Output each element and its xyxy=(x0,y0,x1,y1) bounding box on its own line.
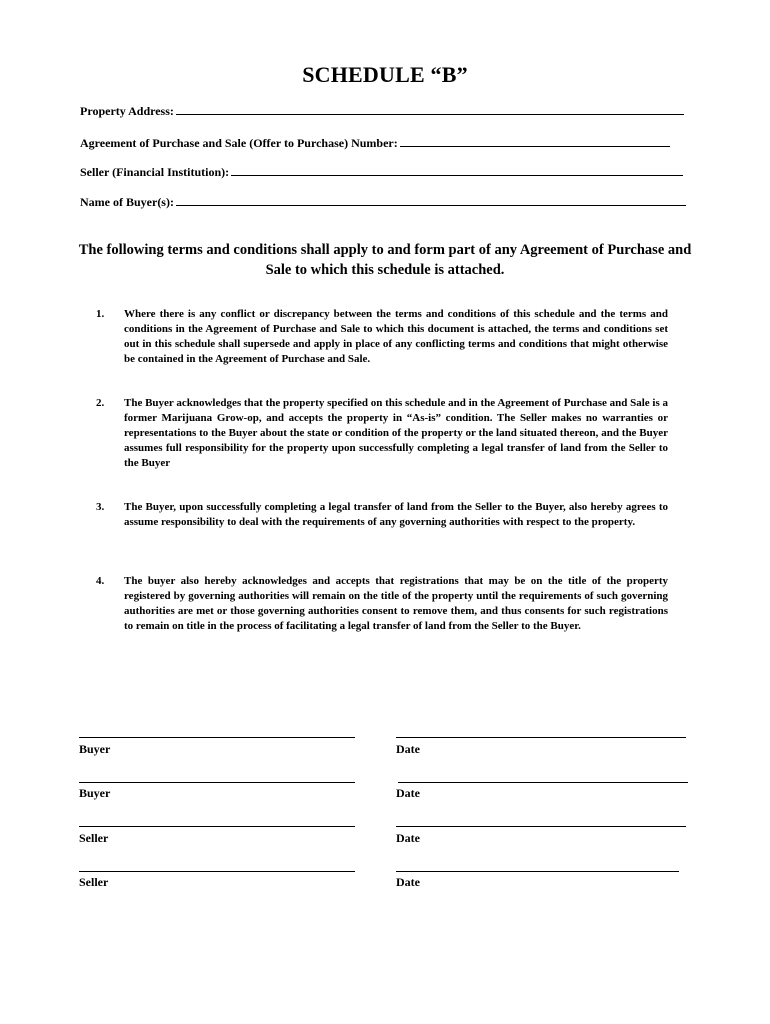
buyer-names-label: Name of Buyer(s): xyxy=(80,195,174,209)
seller-date-label: Date xyxy=(396,875,420,889)
buyer-names-input-line[interactable] xyxy=(176,195,686,206)
clause-4 xyxy=(96,574,668,634)
agreement-number-field[interactable] xyxy=(80,136,670,151)
intro-statement: The following terms and conditions shall apply to and form part of any Agreement of Purchase and Sale to which this schedule is attached. xyxy=(78,242,692,278)
clause-number: 1. xyxy=(96,308,105,320)
seller-signature-label: Seller xyxy=(79,831,109,845)
seller-signature-line[interactable] xyxy=(79,826,355,827)
buyer-date-line[interactable] xyxy=(396,737,686,738)
clause-1 xyxy=(96,307,668,367)
page-title: SCHEDULE “B” xyxy=(302,62,468,87)
clause-number: 4. xyxy=(96,575,105,587)
buyer-signature-label: Buyer xyxy=(79,786,111,800)
clause-text: The Buyer, upon successfully completing a legal transfer of land from the Seller to the Buyer, also hereby agrees to assume responsibility to deal with the requirements of any governing authorities with respect to the property. xyxy=(124,501,668,528)
seller-label: Seller (Financial Institution): xyxy=(80,165,230,179)
buyer-signature-label: Buyer xyxy=(79,742,111,756)
buyer-date-line[interactable] xyxy=(398,782,688,783)
buyer-names-field[interactable] xyxy=(80,195,686,210)
clause-text: The buyer also hereby acknowledges and accepts that registrations that may be on the title of the property registered by governing authorities will remain on the title of the property until the requirements of such governing authorities are met or those governing authorities consent to remove them, and thus consents for such registrations to remain on title in the process of facilitating a legal transfer of land from the Seller to the Buyer. xyxy=(124,575,668,632)
clause-3 xyxy=(96,500,668,530)
property-address-input-line[interactable] xyxy=(176,104,684,115)
seller-field[interactable] xyxy=(80,165,683,180)
seller-date-label: Date xyxy=(396,831,420,845)
buyer-signature-line[interactable] xyxy=(79,782,355,783)
clause-2 xyxy=(96,396,668,471)
clause-number: 2. xyxy=(96,397,105,409)
agreement-number-label: Agreement of Purchase and Sale (Offer to Purchase) Number: xyxy=(80,136,398,150)
seller-input-line[interactable] xyxy=(231,165,683,176)
agreement-number-input-line[interactable] xyxy=(400,136,670,147)
property-address-label: Property Address: xyxy=(80,104,174,118)
buyer-date-label: Date xyxy=(396,742,420,756)
clause-text: Where there is any conflict or discrepancy between the terms and conditions of this schedule and the terms and conditions in the Agreement of Purchase and Sale to which this document is attached, the terms and conditions set out in this schedule shall supersede and apply in place of any conflicting terms and conditions that might otherwise be contained in the Agreement of Purchase and Sale. xyxy=(124,308,668,365)
clause-text: The Buyer acknowledges that the property specified on this schedule and in the Agreement of Purchase and Sale is a former Marijuana Grow-op, and accepts the property in “As-is” condition. The Seller makes no warranties or representations to the Buyer about the state or condition of the property or the land situated thereon, and the Buyer assumes full responsibility for the property upon successfully completing a legal transfer of land from the Seller to the Buyer xyxy=(124,397,669,469)
buyer-signature-line[interactable] xyxy=(79,737,355,738)
seller-date-line[interactable] xyxy=(396,871,679,872)
clause-number: 3. xyxy=(96,501,105,513)
seller-date-line[interactable] xyxy=(396,826,686,827)
seller-signature-label: Seller xyxy=(79,875,109,889)
property-address-field[interactable] xyxy=(80,104,684,119)
buyer-date-label: Date xyxy=(396,786,420,800)
seller-signature-line[interactable] xyxy=(79,871,355,872)
